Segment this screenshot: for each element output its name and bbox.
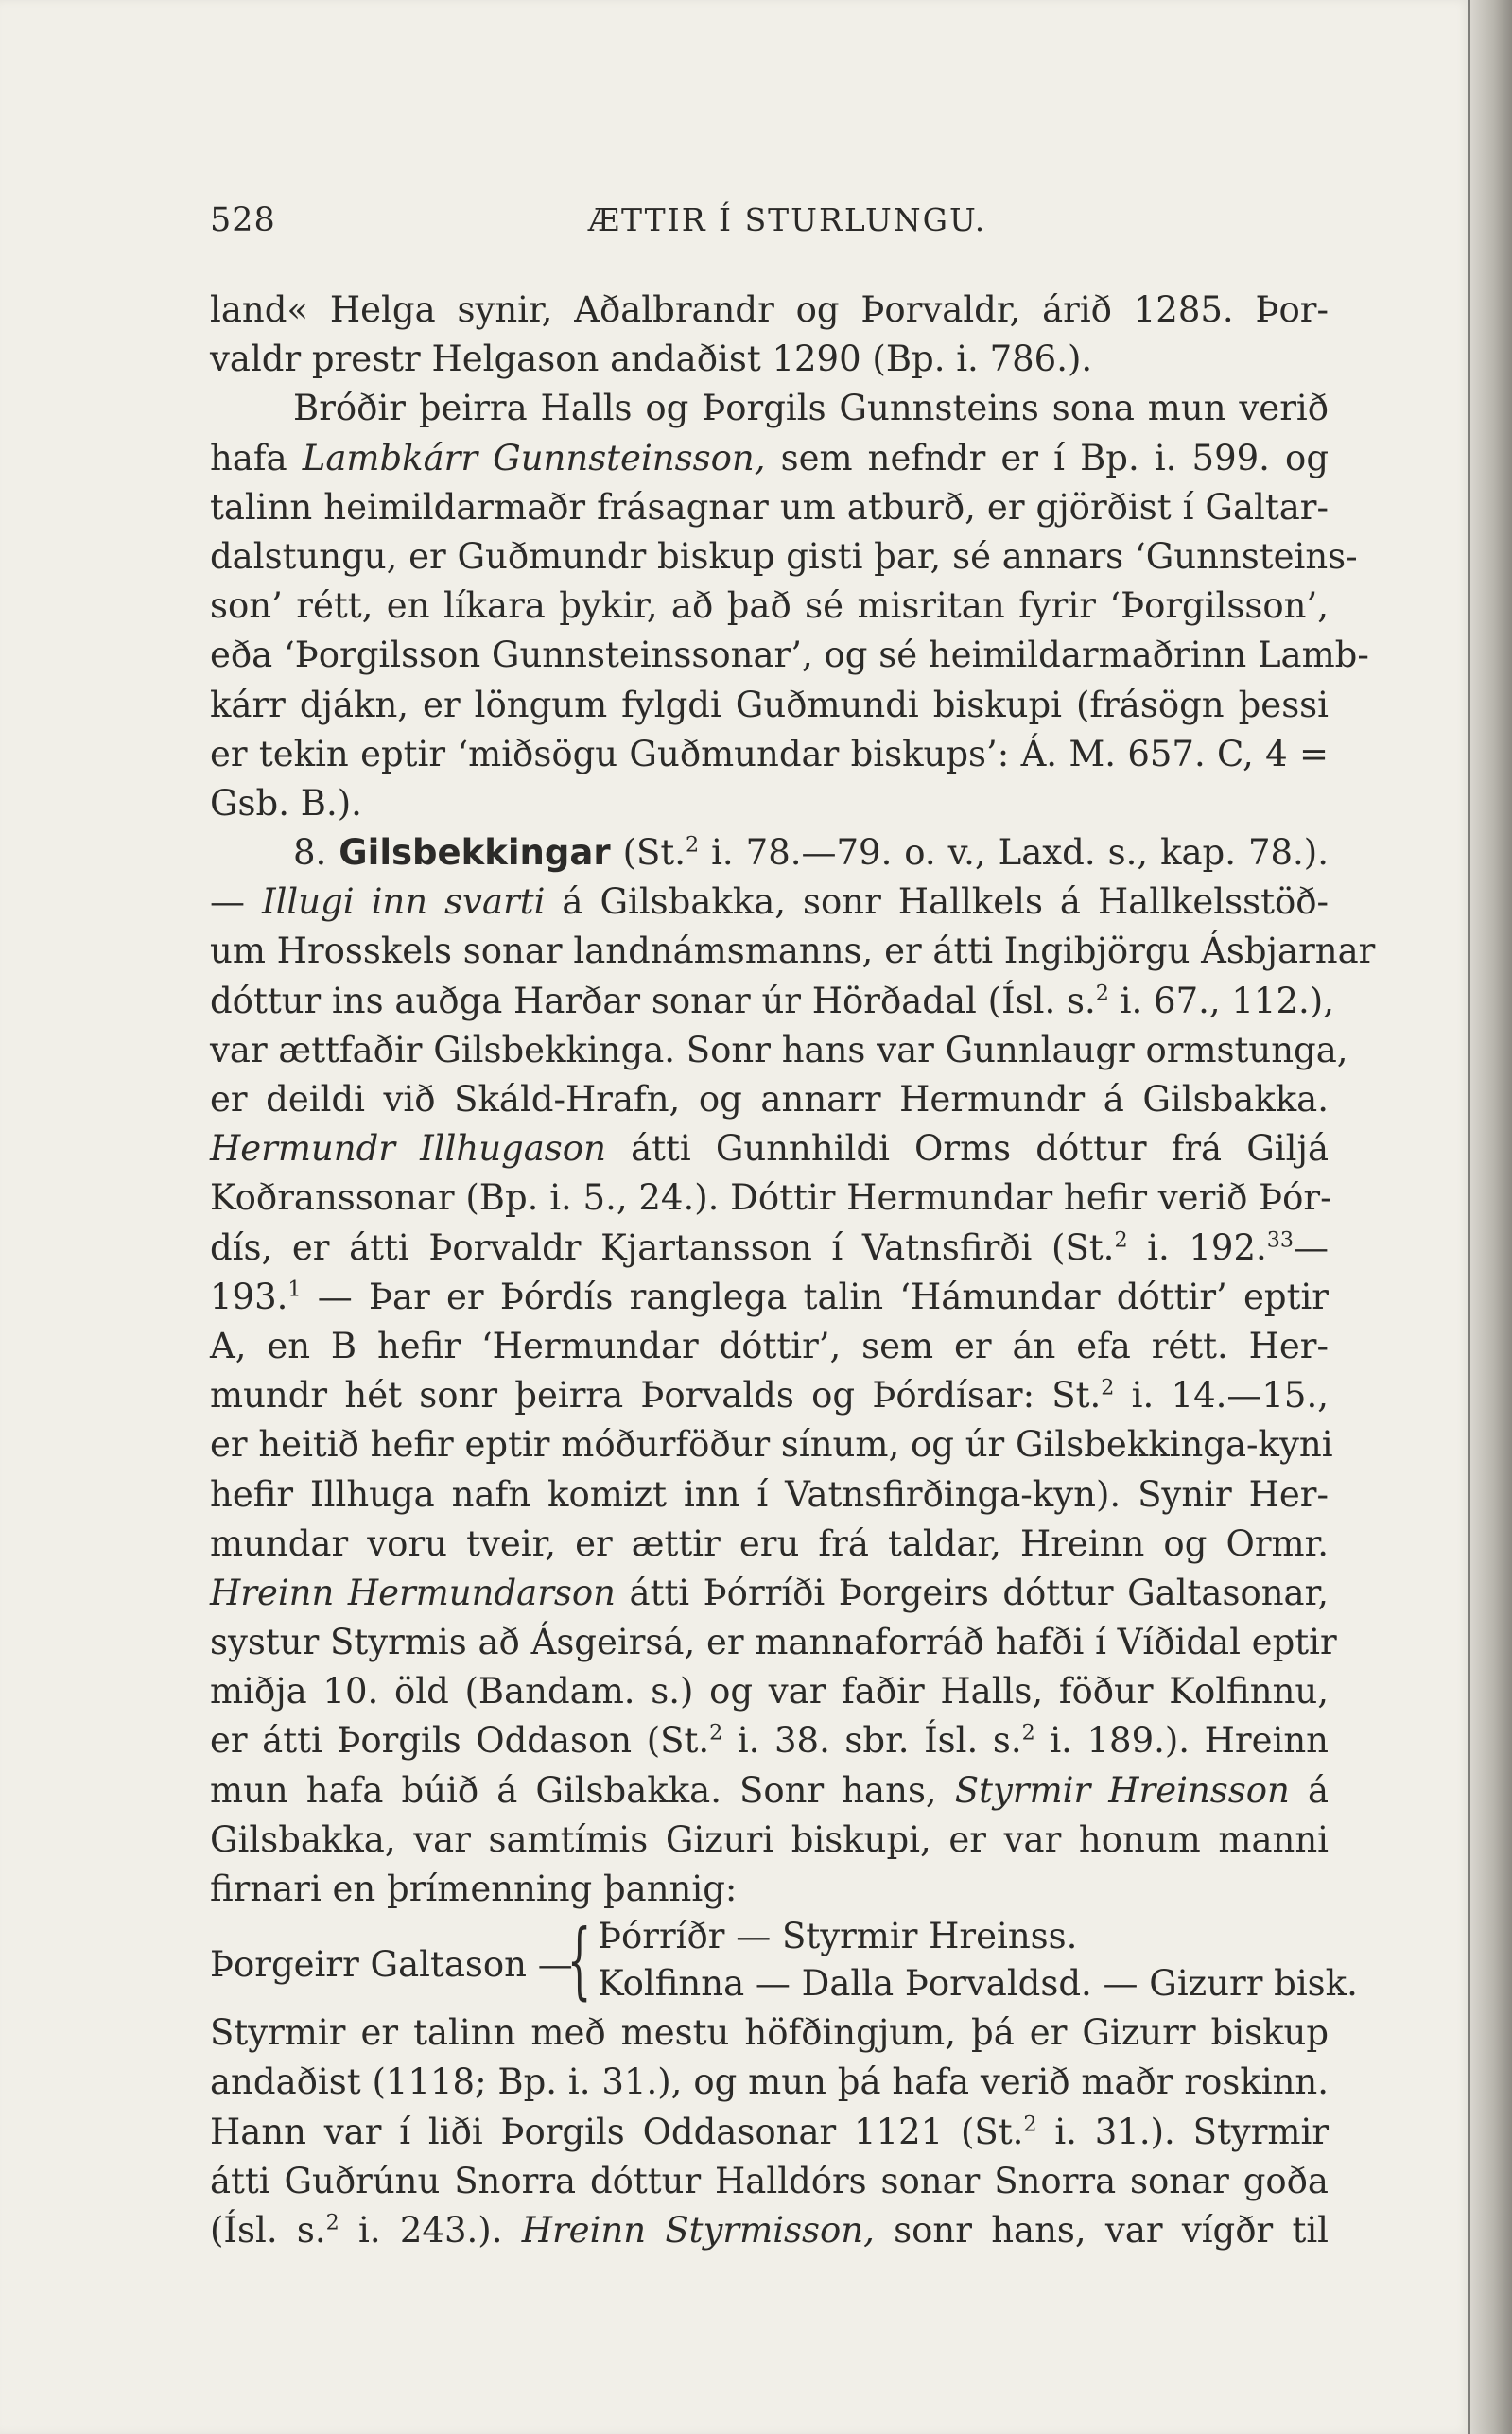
text-line: Gilsbakka, var samtímis Gizuri biskupi, er var honum manni bbox=[210, 1818, 1329, 1860]
text-line: mun hafa búið á Gilsbakka. Sonr hans, Styrmir Hreinsson á bbox=[210, 1769, 1329, 1811]
text-line: um Hrosskels sonar landnámsmanns, er átti Ingibjörgu Ásbjarnar bbox=[210, 930, 1376, 972]
text-line: A, en B hefir ‘Hermundar dóttir’, sem er án efa rétt. Her- bbox=[210, 1325, 1329, 1366]
person-name: Hermundr Illhugason bbox=[210, 1128, 606, 1170]
text-line: Hreinn Hermundarson átti Þórríði Þorgeirs dóttur Galtasonar, bbox=[210, 1572, 1329, 1613]
text-line: mundr hét sonr þeirra Þorvalds og Þórdísar: St.$^2$ i. 14.—15., bbox=[210, 1375, 1329, 1417]
text-line: er tekin eptir ‘miðsögu Guðmundar biskups’: Á. M. 657. C, 4 = bbox=[210, 733, 1329, 774]
person-name: Hreinn Styrmisson, bbox=[521, 2209, 875, 2251]
text-line: (Ísl. s.$^2$ i. 243.). Hreinn Styrmisson, sonr hans, var vígðr til bbox=[210, 2209, 1329, 2251]
text-line: er heitið hefir eptir móðurföður sínum, og úr Gilsbekkinga-kyni bbox=[210, 1424, 1333, 1466]
section-heading: Gilsbekkingar bbox=[339, 832, 611, 874]
text-line: átti Guðrúnu Snorra dóttur Halldórs sonar Snorra sonar goða bbox=[210, 2160, 1329, 2201]
genealogy-branch: Kolfinna — Dalla Þorvaldsd. — Gizurr bisk. bbox=[598, 1963, 1358, 2005]
text-line: Gsb. B.). bbox=[210, 782, 362, 824]
text-line: miðja 10. öld (Bandam. s.) og var faðir Halls, föður Kolfinnu, bbox=[210, 1671, 1329, 1712]
text-line: kárr djákn, er löngum fylgdi Guðmundi biskupi (frásögn þessi bbox=[210, 684, 1329, 725]
text-line: systur Styrmis að Ásgeirsá, er mannaforráð hafði í Víðidal eptir bbox=[210, 1622, 1337, 1663]
genealogy-diagram bbox=[210, 1911, 1358, 2009]
genealogy-branch: Þórríðr — Styrmir Hreinss. bbox=[598, 1916, 1078, 1957]
text-line: er átti Þorgils Oddason (St.$^2$ i. 38. sbr. Ísl. s.$^2$ i. 189.). Hreinn bbox=[210, 1720, 1329, 1762]
page-number: 528 bbox=[210, 201, 276, 239]
person-name: Illugi inn svarti bbox=[261, 881, 546, 923]
text-line: dís, er átti Þorvaldr Kjartansson í Vatnsfirði (St.$^2$ i. 192.33— bbox=[210, 1226, 1330, 1268]
text-line: dalstungu, er Guðmundr biskup gisti þar, sé annars ‘Gunnsteins- bbox=[210, 535, 1358, 577]
running-title: ÆTTIR Í STURLUNGU. bbox=[588, 201, 987, 238]
text-line: eða ‘Þorgilsson Gunnsteinssonar’, og sé heimildarmaðrinn Lamb- bbox=[210, 635, 1369, 676]
running-header bbox=[210, 201, 1345, 247]
text-line: — Illugi inn svarti á Gilsbakka, sonr Hallkels á Hallkelsstöð- bbox=[210, 881, 1329, 923]
text-line: hefir Illhuga nafn komizt inn í Vatnsfirðinga-kyn). Synir Her- bbox=[210, 1473, 1329, 1515]
person-name: Hreinn Hermundarson bbox=[210, 1572, 616, 1613]
person-name: Lambkárr Gunnsteinsson, bbox=[302, 437, 766, 478]
text-line: talinn heimildarmaðr frásagnar um atburð, er gjörðist í Galtar- bbox=[210, 486, 1329, 528]
page-edge-shadow bbox=[1470, 0, 1512, 2434]
text-line: mundar voru tveir, er ættir eru frá taldar, Hreinn og Ormr. bbox=[210, 1522, 1329, 1564]
person-name: Styrmir Hreinsson bbox=[954, 1769, 1290, 1811]
text-line: Hermundr Illhugason átti Gunnhildi Orms dóttur frá Giljá bbox=[210, 1128, 1330, 1170]
section-heading-line: 8. Gilsbekkingar (St.$^2$ i. 78.—79. o. v., Laxd. s., kap. 78.). bbox=[293, 832, 1330, 874]
text-line: firnari en þrímenning þannig: bbox=[210, 1869, 738, 1909]
text-line: var ættfaðir Gilsbekkinga. Sonr hans var Gunnlaugr ormstunga, bbox=[210, 1029, 1348, 1070]
text-line: Koðranssonar (Bp. i. 5., 24.). Dóttir Hermundar hefir verið Þór- bbox=[210, 1177, 1332, 1219]
genealogy-root: Þorgeirr Galtason — bbox=[210, 1944, 573, 1986]
text-line: valdr prestr Helgason andaðist 1290 (Bp. i. 786.). bbox=[210, 339, 1093, 380]
text-line: hafa Lambkárr Gunnsteinsson, sem nefndr er í Bp. i. 599. og bbox=[210, 437, 1329, 478]
text-line: dóttur ins auðga Harðar sonar úr Hörðadal (Ísl. s.$^2$ i. 67., 112.), bbox=[210, 980, 1334, 1021]
text-line: andaðist (1118; Bp. i. 31.), og mun þá hafa verið maðr roskinn. bbox=[210, 2061, 1329, 2103]
genealogy-brace: { bbox=[567, 1911, 592, 2009]
text-line: Styrmir er talinn með mestu höfðingjum, þá er Gizurr biskup bbox=[210, 2012, 1329, 2054]
text-line: Bróðir þeirra Halls og Þorgils Gunnsteins sona mun verið bbox=[293, 388, 1329, 429]
text-line: son’ rétt, en líkara þykir, að það sé misritan fyrir ‘Þorgilsson’, bbox=[210, 585, 1329, 627]
text-line: Hann var í liði Þorgils Oddasonar 1121 (St.$^2$ i. 31.). Styrmir bbox=[210, 2111, 1330, 2152]
text-line: land« Helga synir, Aðalbrandr og Þorvaldr, árið 1285. Þor- bbox=[210, 289, 1329, 330]
body-text bbox=[210, 286, 1376, 2255]
text-line: er deildi við Skáld-Hrafn, og annarr Hermundr á Gilsbakka. bbox=[210, 1079, 1329, 1120]
text-line: 193.$^1$ — Þar er Þórdís ranglega talin ‘Hámundar dóttir’ eptir bbox=[210, 1276, 1329, 1317]
